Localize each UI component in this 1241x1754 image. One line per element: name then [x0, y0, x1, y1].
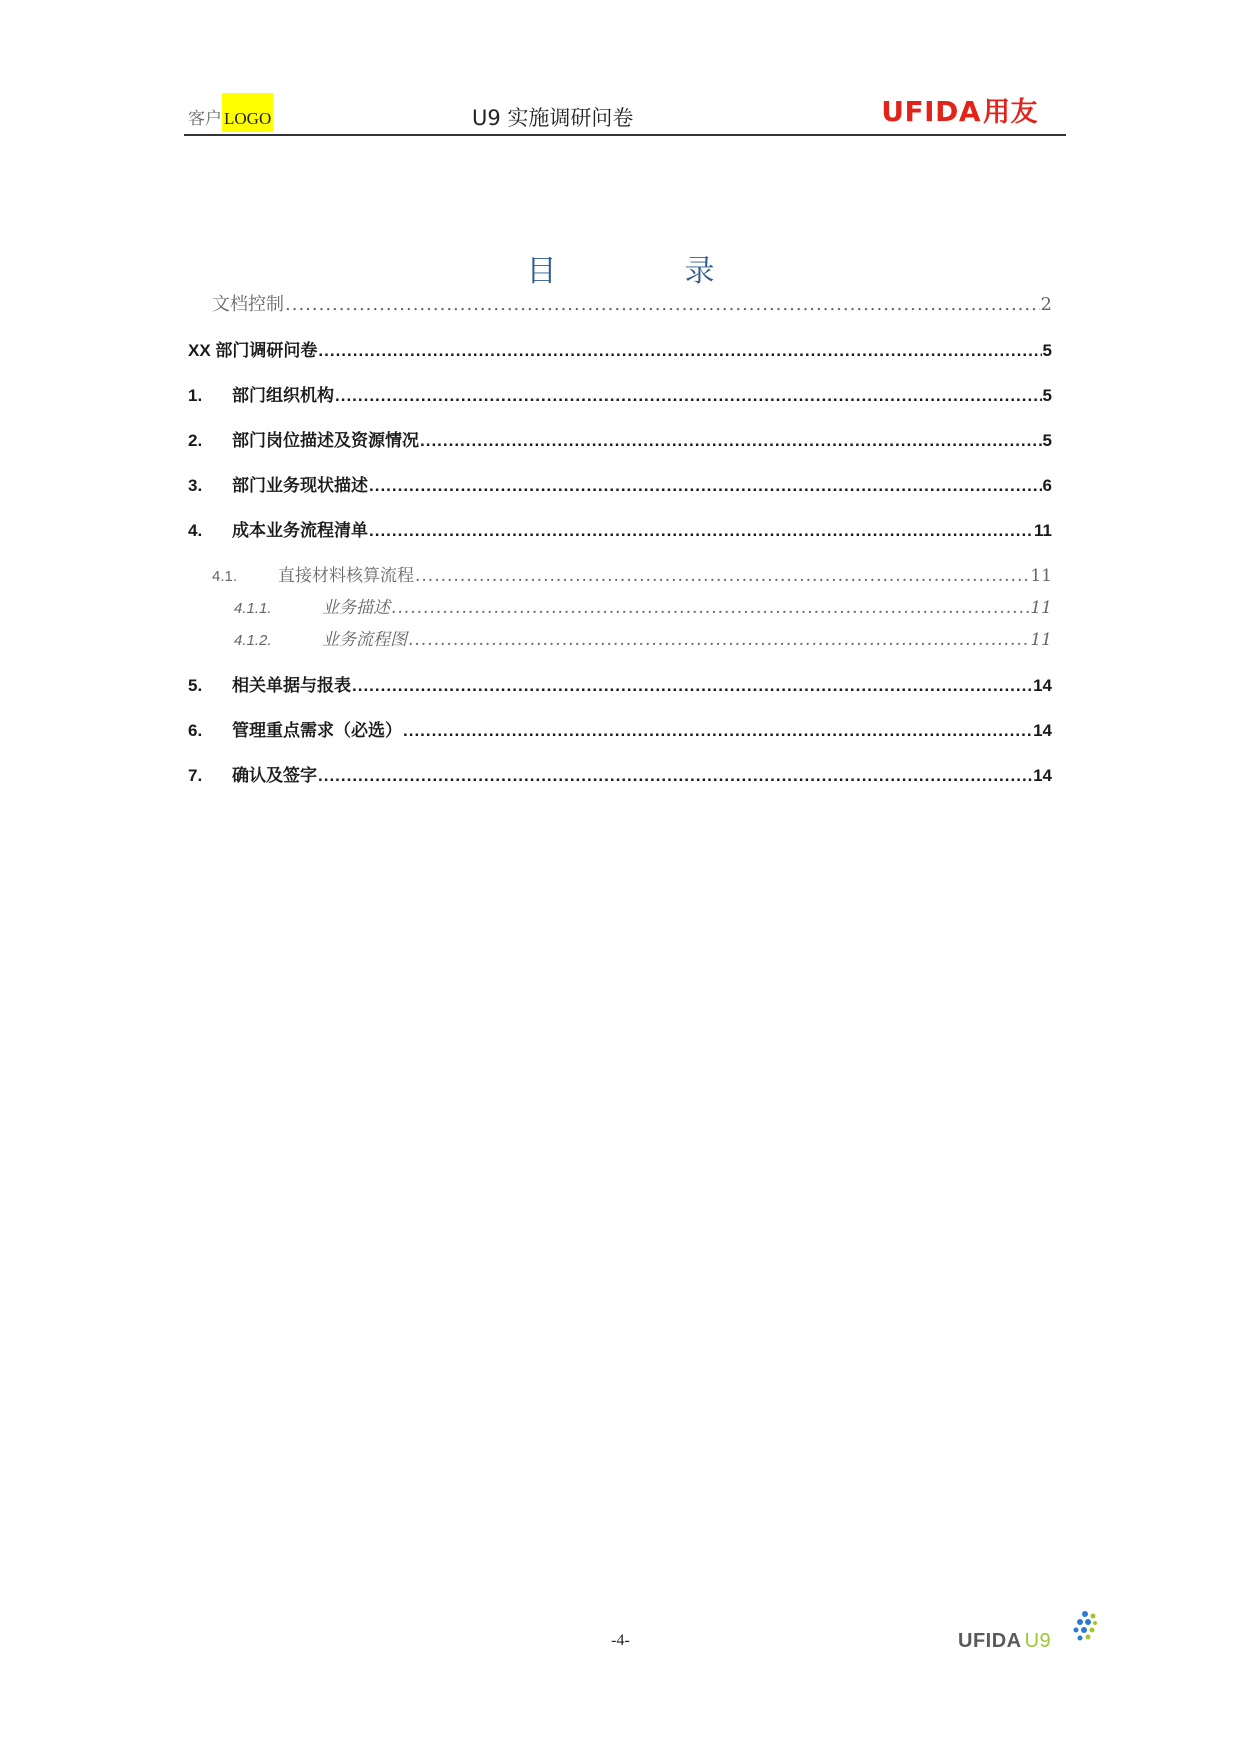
ufida-logo: [881, 90, 1038, 129]
toc-entry-page: 6: [1042, 476, 1052, 495]
toc-leader-dots: [408, 630, 1029, 650]
toc-entry-page: 11: [1030, 630, 1052, 650]
toc-leader-dots: [391, 598, 1029, 618]
toc-entry-text: 确认及签字: [232, 766, 317, 785]
toc-leader-dots: [285, 294, 1040, 315]
toc-entry-page: 11: [1034, 521, 1052, 540]
toc-entry[interactable]: [188, 426, 1052, 451]
toc-entry-text: 业务流程图: [322, 630, 407, 650]
toc-entry-page: 11: [1030, 598, 1052, 618]
ufida-u9-logo-latin: UFIDA: [958, 1630, 1022, 1652]
toc-leader-dots: [352, 676, 1032, 696]
ufida-logo-latin: UFIDA: [881, 95, 981, 128]
toc-entry-text: 文档控制: [212, 294, 284, 315]
dots-icon: [1072, 1610, 1098, 1646]
toc-heading: [0, 246, 1241, 290]
toc-entry-page: 2: [1040, 294, 1052, 315]
toc-entry-text: 部门业务现状描述: [232, 476, 368, 495]
toc-entry-page: 5: [1042, 341, 1052, 360]
toc-entry-number: 5.: [188, 676, 203, 695]
toc-entry-text: 直接材料核算流程: [278, 566, 414, 586]
ufida-u9-logo: [958, 1610, 1098, 1650]
ufida-logo-chinese: 用友: [983, 97, 1038, 128]
page-number: -4-: [611, 1632, 630, 1649]
toc-entry-number: 4.1.2.: [234, 632, 272, 649]
page-header: [184, 86, 1066, 136]
toc-entry[interactable]: [188, 336, 1052, 361]
toc-entry-text: 相关单据与报表: [232, 676, 351, 695]
toc-entry-number: 2.: [188, 431, 203, 450]
toc-entry-page: 5: [1042, 386, 1052, 405]
client-logo-area: [188, 104, 273, 129]
toc-leader-dots: [415, 566, 1029, 586]
toc-entry-text: 管理重点需求（必选）: [232, 721, 402, 740]
toc-entry[interactable]: [188, 671, 1052, 696]
toc-entry-page: 5: [1042, 431, 1052, 450]
toc-heading-left: 目: [526, 254, 557, 289]
toc-entry-number: 4.: [188, 521, 203, 540]
toc-entry[interactable]: [234, 625, 1052, 650]
toc-entry[interactable]: [212, 290, 1052, 316]
toc-entry-text: 部门组织机构: [232, 386, 334, 405]
document-title: U9 实施调研问卷: [472, 106, 634, 130]
toc-entry[interactable]: [212, 561, 1052, 586]
client-logo-placeholder: LOGO: [222, 93, 273, 132]
toc-entry-number: 4.1.: [212, 568, 238, 585]
toc-entry-text: 业务描述: [322, 598, 390, 618]
toc-entry-number: 4.1.1.: [234, 600, 272, 617]
toc-entry-number: 3.: [188, 476, 203, 495]
client-label: 客户: [188, 109, 222, 129]
toc-leader-dots: [335, 386, 1042, 406]
toc-leader-dots: [403, 721, 1032, 741]
toc-leader-dots: [369, 521, 1033, 541]
toc-entry-page: 14: [1033, 766, 1052, 785]
toc-entry-number: 6.: [188, 721, 203, 740]
toc-entry[interactable]: [188, 381, 1052, 406]
toc-leader-dots: [318, 766, 1032, 786]
toc-entry-page: 14: [1033, 676, 1052, 695]
toc-entry[interactable]: [188, 716, 1052, 741]
toc-leader-dots: [318, 341, 1041, 361]
toc-entry[interactable]: [188, 471, 1052, 496]
toc-entry[interactable]: [234, 593, 1052, 618]
toc-entry[interactable]: [188, 761, 1052, 786]
toc-entry-number: 7.: [188, 766, 203, 785]
toc-entry-text: XX 部门调研问卷: [188, 341, 318, 360]
toc-entry-text: 部门岗位描述及资源情况: [232, 431, 419, 450]
toc-leader-dots: [420, 431, 1042, 451]
toc-leader-dots: [369, 476, 1042, 496]
ufida-u9-logo-product: U9: [1024, 1630, 1052, 1652]
toc-entry-number: 1.: [188, 386, 203, 405]
toc-entry-text: 成本业务流程清单: [232, 521, 368, 540]
toc-entry[interactable]: [188, 516, 1052, 541]
ufida-u9-logo-text: [958, 1630, 1051, 1653]
toc-heading-right: 录: [684, 254, 715, 289]
toc-entry-page: 11: [1030, 566, 1052, 586]
toc-entry-page: 14: [1033, 721, 1052, 740]
